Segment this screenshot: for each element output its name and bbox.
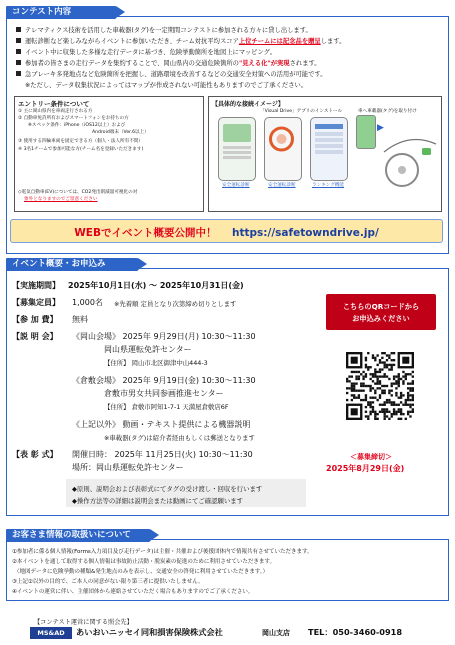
contest-header: コンテスト内容: [6, 6, 116, 19]
entry-ev-note: ◇電気自動車(EV)については、CO2発出削減量可視化の対: [18, 190, 138, 195]
entry-item: ② 自動車免許所有およびスマートフォンをお持ちの方: [18, 116, 129, 121]
period-label: 【実施期間】: [12, 281, 60, 290]
briefing-label: 【説 明 会】: [12, 332, 58, 341]
privacy-line: ①参加者に係る個人情報(Forms入力項目及び走行データ)は主催・共催および後援団体内で情報共有させていただきます。: [12, 549, 313, 555]
image-caption: ランキング機能: [312, 183, 345, 188]
image-box-title: 【具体的な接続イメージ】: [212, 101, 284, 108]
tag-install-label: 車へ車載器(タグ)を取り付け: [358, 109, 417, 114]
award-date: 開催日時： 2025年 11月25日(火) 10:30～11:30: [72, 450, 253, 459]
award-label: 【表 彰 式】: [12, 450, 58, 459]
okayama-place: 岡山県運転免許センター: [104, 345, 192, 354]
web-banner[interactable]: [10, 219, 443, 243]
period-value: 2025年10月1日(水) ～ 2025年10月31日(金): [68, 281, 244, 290]
event-header: イベント概要・お申込み: [6, 258, 138, 271]
entry-item: ④ 3名1チームで参加可能な方(チーム名を登録いただきます): [18, 147, 144, 152]
contest-bullet: 参加者の皆さまの走行データを集約することで、岡山県内の交通危険箇所の"見える化"が実現されます。: [16, 60, 321, 68]
company-name: あいおいニッセイ同和損害保険株式会社: [76, 627, 223, 637]
phone-mockup: [310, 117, 348, 181]
contact-tel: TEL：050-3460-0918: [308, 627, 403, 637]
app-install-label: 「Visual Drive」アプリのインストール: [260, 109, 343, 114]
entry-item: ③ 使用する四輪車両を固定できる方（個人・法人所有不問）: [18, 139, 144, 144]
contest-bullet: 運転診断など楽しみながらイベントに参加いただき、チーム対抗平均スコア上位チームには記念品を贈呈します。: [16, 38, 345, 46]
entry-item: ※スペック条件：iPhone（iOS12以上）および: [28, 123, 126, 128]
notice-line: ◆原則、説明会および表彰式にてタグの受け渡し・回収を行います: [72, 485, 263, 493]
award-place: 場所：岡山県運転免許センター: [72, 463, 184, 472]
online-briefing: 《上記以外》 動画・テキスト提供による機器説明: [72, 420, 251, 429]
online-note: ※車載器(タグ)は紹介者経由もしくは郵送となります: [104, 434, 255, 442]
capacity-value: 1,000名: [72, 298, 103, 307]
fee-label: 【参 加 費】: [12, 315, 58, 324]
contest-note: ※ただし、データ収集状況によってはマップが作成されない可能性もありますのでご了承ください。: [25, 82, 308, 89]
qr-apply-banner[interactable]: [326, 294, 436, 330]
qr-banner-line: お申込みください: [352, 314, 410, 323]
company-logo: MS&AD: [30, 627, 72, 639]
contest-bullet: 急ブレーキ多発地点など危険箇所を把握し、道路環境を改善するなどの交通安全対策への活用が可能です。: [16, 71, 327, 79]
privacy-line: ③上記②以外の目的で、ご本人の同意がない限り第三者に提供いたしません。: [12, 579, 204, 585]
privacy-header: お客さま情報の取扱いについて: [6, 529, 150, 542]
contact-label: 【コンテスト運営に関する照会先】: [34, 619, 133, 626]
image-caption: 安全運転診断: [222, 183, 250, 188]
okayama-address: 【住所】 岡山市北区御津中山444-3: [104, 359, 208, 367]
image-caption: 安全運転診断: [268, 183, 296, 188]
kurashiki-address: 【住所】 倉敷市阿知1-7-1 天満屋倉敷店6F: [104, 403, 229, 411]
deadline-date: 2025年8月29日(金): [326, 464, 405, 473]
qr-code[interactable]: [346, 352, 414, 420]
kurashiki-venue: 《倉敷会場》 2025年 9月19日(金) 10:30～11:30: [72, 376, 256, 385]
fee-value: 無料: [72, 315, 88, 324]
kurashiki-place: 倉敷市男女共同参画推進センター: [104, 389, 224, 398]
contest-bullet: イベント中に収集した多様な走行データに基づき、危険挙動箇所を地図上にマッピング。: [16, 49, 276, 57]
web-banner-url[interactable]: https://safetowndrive.jp/: [232, 227, 379, 239]
web-banner-text: WEBでイベント概要公開中！: [74, 227, 217, 239]
entry-item: ① 主に岡山県内を車両走行される方: [18, 109, 93, 114]
phone-mockup: [218, 117, 256, 181]
qr-banner-line: こちらのQRコードから: [342, 302, 420, 311]
capacity-label: 【募集定員】: [12, 298, 60, 307]
notice-line: ◆操作方法等の詳細は説明会または動画にてご確認願います: [72, 497, 244, 505]
contest-bullet: テレマティクス技術を活用した車載器(タグ)を一定期間コンテストに参加される方々に貸し出します。: [16, 27, 312, 35]
phone-mockup: [356, 115, 376, 149]
deadline-label: ＜募集締切＞: [350, 453, 392, 461]
privacy-line: ②本イベントを通して取得する個人情報は事故防止活動・脱炭素の促進のために利用させていただきます。: [12, 559, 275, 565]
branch-name: 岡山支店: [262, 629, 290, 637]
okayama-venue: 《岡山会場》 2025年 9月29日(月) 10:30～11:30: [72, 332, 256, 341]
arrow-icon: ▶: [377, 123, 384, 133]
entry-ev-note: 象外となりますのでご留意ください: [24, 197, 98, 202]
capacity-note: ※先着順 定員となり次第締め切りとします: [114, 300, 237, 308]
privacy-line: ④イベントの運営に伴い、主催団体から連絡させていただく場合もありますのでご了承ください。: [12, 589, 254, 595]
entry-item: Android端末（Ver.6以上）: [92, 130, 149, 135]
entry-title: エントリー条件について: [18, 100, 90, 108]
phone-mockup: [264, 117, 302, 181]
privacy-line: （地図データに危険挙動の種類&発生地点のみを表示し、交通安全の啓発に利用させていただきます。）: [14, 569, 269, 575]
steering-wheel-icon: [380, 130, 438, 190]
